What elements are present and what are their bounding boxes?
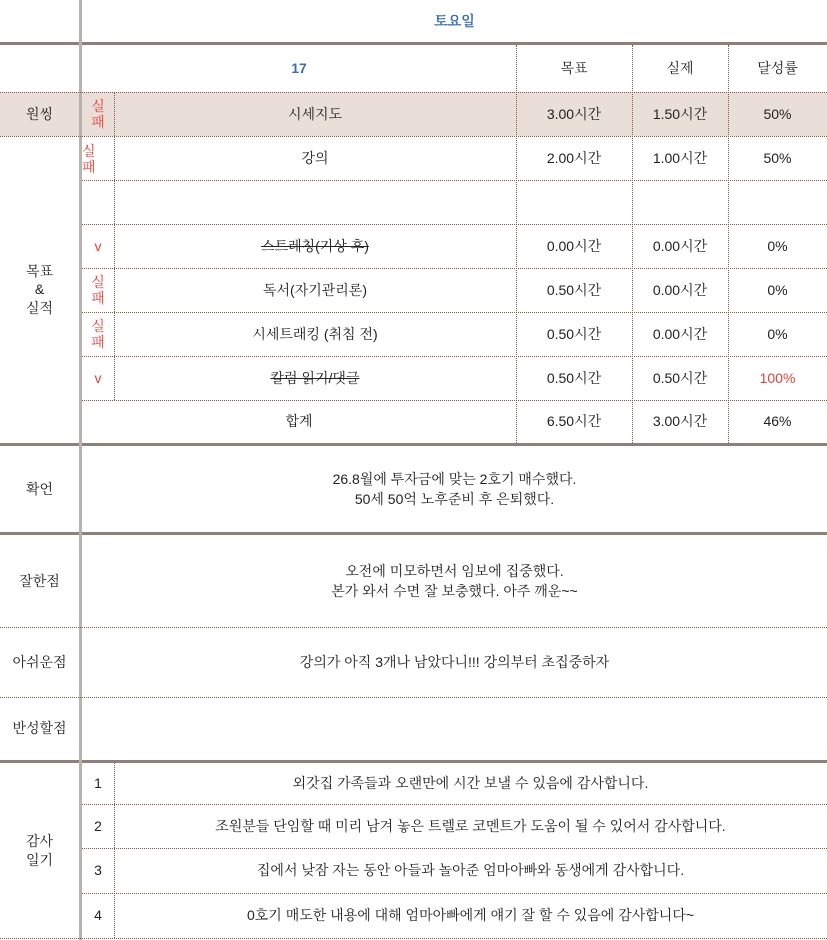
task-rate: 0% xyxy=(767,281,788,298)
task-name xyxy=(114,180,516,224)
task-actual: 0.00시간 xyxy=(652,237,708,254)
task-status: 실 패 xyxy=(91,98,105,130)
gratitude-number: 3 xyxy=(94,862,102,879)
task-actual: 1.00시간 xyxy=(652,149,708,166)
section-label-affirmation: 확언 xyxy=(25,480,54,497)
task-goal xyxy=(516,180,632,224)
task-goal: 0.50시간 xyxy=(546,325,602,342)
task-status: 실 패 xyxy=(82,143,96,175)
section-label-goals: 목표 & 실적 xyxy=(25,263,54,316)
task-rate: 0% xyxy=(767,325,788,342)
task-name: 독서(자기관리론) xyxy=(263,281,367,298)
task-goal: 0.00시간 xyxy=(546,237,602,254)
section-label-gratitude: 감사 일기 xyxy=(25,833,54,868)
task-goal: 3.00시간 xyxy=(546,105,602,122)
task-name: 시세트래킹 (취침 전) xyxy=(252,325,378,342)
task-status: 실 패 xyxy=(91,274,105,306)
task-name: 시세지도 xyxy=(287,105,343,122)
reflect-text xyxy=(82,697,827,760)
date-label: 17 xyxy=(291,60,307,77)
gratitude-number: 1 xyxy=(94,775,102,792)
task-rate: 50% xyxy=(763,105,792,122)
task-goal: 0.50시간 xyxy=(546,369,602,386)
task-goal: 0.50시간 xyxy=(546,281,602,298)
section-label-reflect: 반성할점 xyxy=(12,720,67,737)
task-name: 칼럼 읽기/댓글 xyxy=(270,369,360,386)
task-status xyxy=(82,180,114,224)
task-rate: 50% xyxy=(763,149,792,166)
total-rate: 46% xyxy=(763,413,792,430)
gratitude-text: 0호기 매도한 내용에 대해 엄마아빠에게 얘기 잘 할 수 있음에 감사합니다~ xyxy=(246,907,695,924)
task-rate: 0% xyxy=(767,237,788,254)
task-status: 실 패 xyxy=(91,318,105,350)
task-actual xyxy=(632,180,728,224)
gratitude-text: 조원분들 단임할 때 미리 남겨 놓은 트렐로 코멘트가 도움이 될 수 있어서 감사합니다. xyxy=(215,817,726,834)
column-header-rate: 달성률 xyxy=(757,60,798,77)
row-rule xyxy=(0,938,827,939)
section-label-good: 잘한점 xyxy=(19,572,60,589)
task-goal: 2.00시간 xyxy=(546,149,602,166)
total-label: 합계 xyxy=(285,413,313,430)
regret-text: 강의가 아직 3개나 남았다니!!! 강의부터 초집중하자 xyxy=(299,653,610,670)
gratitude-text: 외갓집 가족들과 오랜만에 시간 보낼 수 있음에 감사합니다. xyxy=(292,775,649,792)
task-rate: 100% xyxy=(759,369,796,386)
column-header-actual: 실제 xyxy=(666,60,694,77)
gratitude-text: 집에서 낮잠 자는 동안 아들과 놀아준 엄마아빠와 동생에게 감사합니다. xyxy=(256,862,685,879)
task-actual: 0.00시간 xyxy=(652,281,708,298)
task-status: v xyxy=(94,369,102,386)
task-actual: 1.50시간 xyxy=(652,105,708,122)
section-label-wonssing: 원씽 xyxy=(25,105,54,122)
good-text: 오전에 미모하면서 임보에 집중했다. 본가 와서 수면 잘 보충했다. 아주 깨운~~ xyxy=(331,562,578,599)
section-label-regret: 아쉬운점 xyxy=(12,653,67,670)
task-actual: 0.50시간 xyxy=(652,369,708,386)
task-actual: 0.00시간 xyxy=(652,325,708,342)
day-title: 토요일 xyxy=(434,12,475,29)
task-name: 스트레칭(기상 후) xyxy=(261,237,369,254)
task-status: v xyxy=(94,237,102,254)
total-actual: 3.00시간 xyxy=(652,413,708,430)
gratitude-number: 4 xyxy=(94,907,102,924)
task-rate xyxy=(728,180,827,224)
gratitude-number: 2 xyxy=(94,817,102,834)
task-name: 강의 xyxy=(301,149,329,166)
total-goal: 6.50시간 xyxy=(546,413,602,430)
affirmation-text: 26.8월에 투자금에 맞는 2호기 매수했다. 50세 50억 노후준비 후 은퇴했다. xyxy=(332,470,577,507)
column-header-goal: 목표 xyxy=(560,60,588,77)
